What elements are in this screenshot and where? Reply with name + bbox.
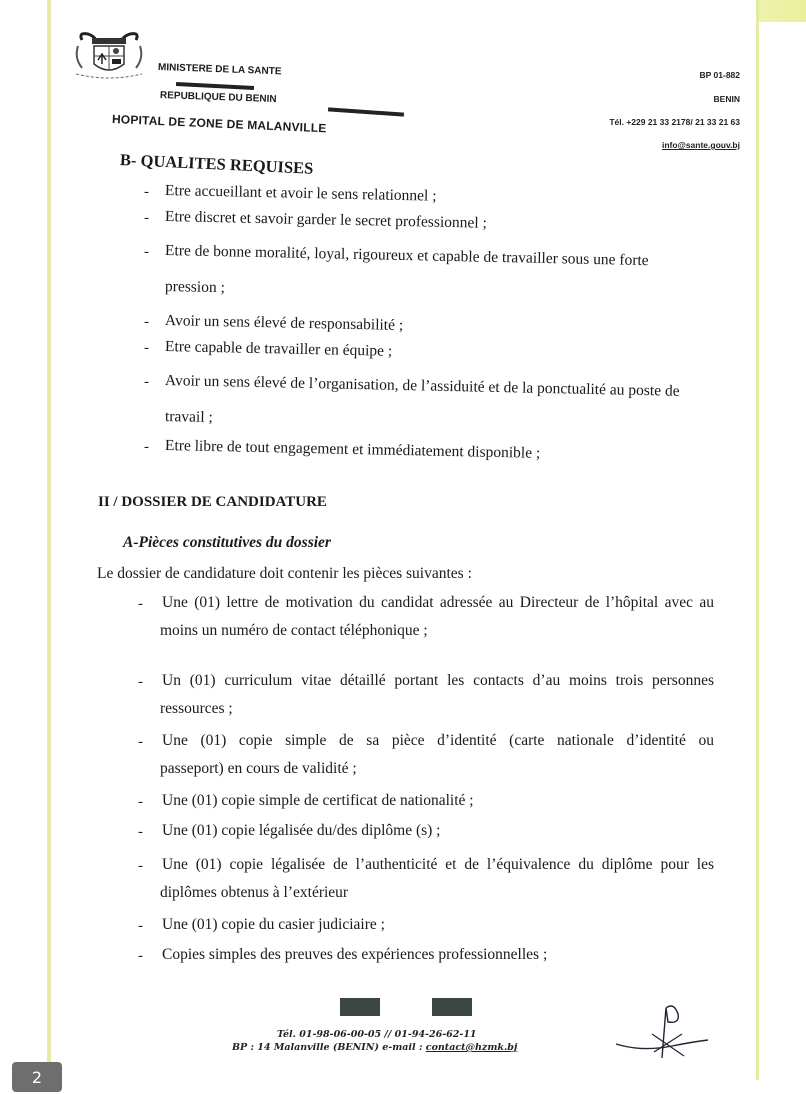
bullet-dash: -: [138, 824, 143, 840]
list-item-text: Avoir un sens élevé de responsabilité ;: [164, 312, 404, 334]
footer-address: [232, 1042, 517, 1053]
list-item-text: passeport) en cours de validité ;: [160, 760, 357, 777]
list-item-text: pression ;: [164, 278, 226, 297]
bullet-dash: -: [138, 858, 143, 874]
list-item-text: ressources ;: [160, 700, 233, 717]
list-item-text: Copies simples des preuves des expériences professionnelles ;: [162, 946, 548, 963]
list-item-text: Une (01) copie simple de certificat de nationalité ;: [162, 792, 474, 809]
scan-edge-right: [756, 0, 759, 1080]
bullet-dash: -: [144, 439, 149, 455]
hospital-name: HOPITAL DE ZONE DE MALANVILLE: [111, 112, 327, 136]
bullet-dash: -: [144, 374, 149, 390]
signature: [612, 1000, 712, 1062]
bullet-dash: -: [138, 596, 143, 612]
stamp-mark: [340, 998, 380, 1016]
header-country: BENIN: [713, 94, 740, 104]
list-item-text: Etre discret et savoir garder le secret professionnel ;: [164, 208, 488, 232]
list-item-text: Etre accueillant et avoir le sens relationnel ;: [164, 182, 437, 205]
page-number-badge[interactable]: 2: [12, 1062, 62, 1092]
bullet-dash: -: [144, 244, 149, 260]
header-phone: Tél. +229 21 33 2178/ 21 33 21 63: [609, 117, 740, 127]
header-po-box: BP 01-882: [699, 70, 740, 80]
footer-phone: Tél. 01-98-06-00-05 // 01-94-26-62-11: [277, 1029, 477, 1040]
bullet-dash: -: [138, 794, 143, 810]
list-item-text: Une (01) copie simple de sa pièce d’identité (carte nationale d’identité ou: [162, 732, 714, 749]
bullet-dash: -: [144, 210, 149, 226]
bullet-dash: -: [138, 918, 143, 934]
list-item-text: Avoir un sens élevé de l’organisation, de l’assiduité et de la ponctualité au poste de: [164, 372, 680, 400]
bullet-dash: -: [144, 184, 149, 200]
section-title-dossier: II / DOSSIER DE CANDIDATURE: [98, 494, 327, 510]
list-item-text: travail ;: [164, 408, 213, 426]
header-email-link[interactable]: info@sante.gouv.bj: [661, 140, 740, 150]
list-item-text: Une (01) lettre de motivation du candidat adressée au Directeur de l’hôpital avec au: [162, 594, 714, 611]
scan-edge-left: [47, 0, 51, 1080]
bullet-dash: -: [138, 734, 143, 750]
footer-email-link[interactable]: contact@hzmk.bj: [425, 1042, 518, 1053]
stamp-mark: [432, 998, 472, 1016]
list-item-text: moins un numéro de contact téléphonique ;: [160, 622, 428, 639]
list-item-text: Etre libre de tout engagement et immédiatement disponible ;: [164, 437, 541, 462]
section-title-qualites: B- QUALITES REQUISES: [119, 150, 314, 178]
coat-of-arms-logo: [68, 30, 150, 82]
list-item-text: Etre capable de travailler en équipe ;: [164, 338, 393, 360]
ministry-name: MINISTERE DE LA SANTE: [157, 62, 282, 78]
footer-address-text: BP : 14 Malanville (BENIN) e-mail :: [232, 1042, 426, 1053]
list-item-text: Une (01) copie légalisée du/des diplôme (s) ;: [162, 822, 441, 839]
bullet-dash: -: [144, 340, 149, 356]
list-item-text: Une (01) copie du casier judiciaire ;: [162, 916, 385, 933]
bullet-dash: -: [138, 948, 143, 964]
list-item-text: Etre de bonne moralité, loyal, rigoureux et capable de travailler sous une forte: [164, 242, 649, 270]
list-item-text: diplômes obtenus à l’extérieur: [160, 884, 349, 901]
intro-paragraph: Le dossier de candidature doit contenir les pièces suivantes :: [97, 565, 472, 582]
list-item-text: Un (01) curriculum vitae détaillé portant les contacts d’au moins trois personnes: [162, 672, 714, 689]
list-item-text: Une (01) copie légalisée de l’authenticité et de l’équivalence du diplôme pour les: [162, 856, 714, 873]
subsection-title-pieces: A-Pièces constitutives du dossier: [123, 534, 331, 551]
bullet-dash: -: [138, 674, 143, 690]
bullet-dash: -: [144, 314, 149, 330]
republic-name: REPUBLIQUE DU BENIN: [159, 90, 277, 106]
